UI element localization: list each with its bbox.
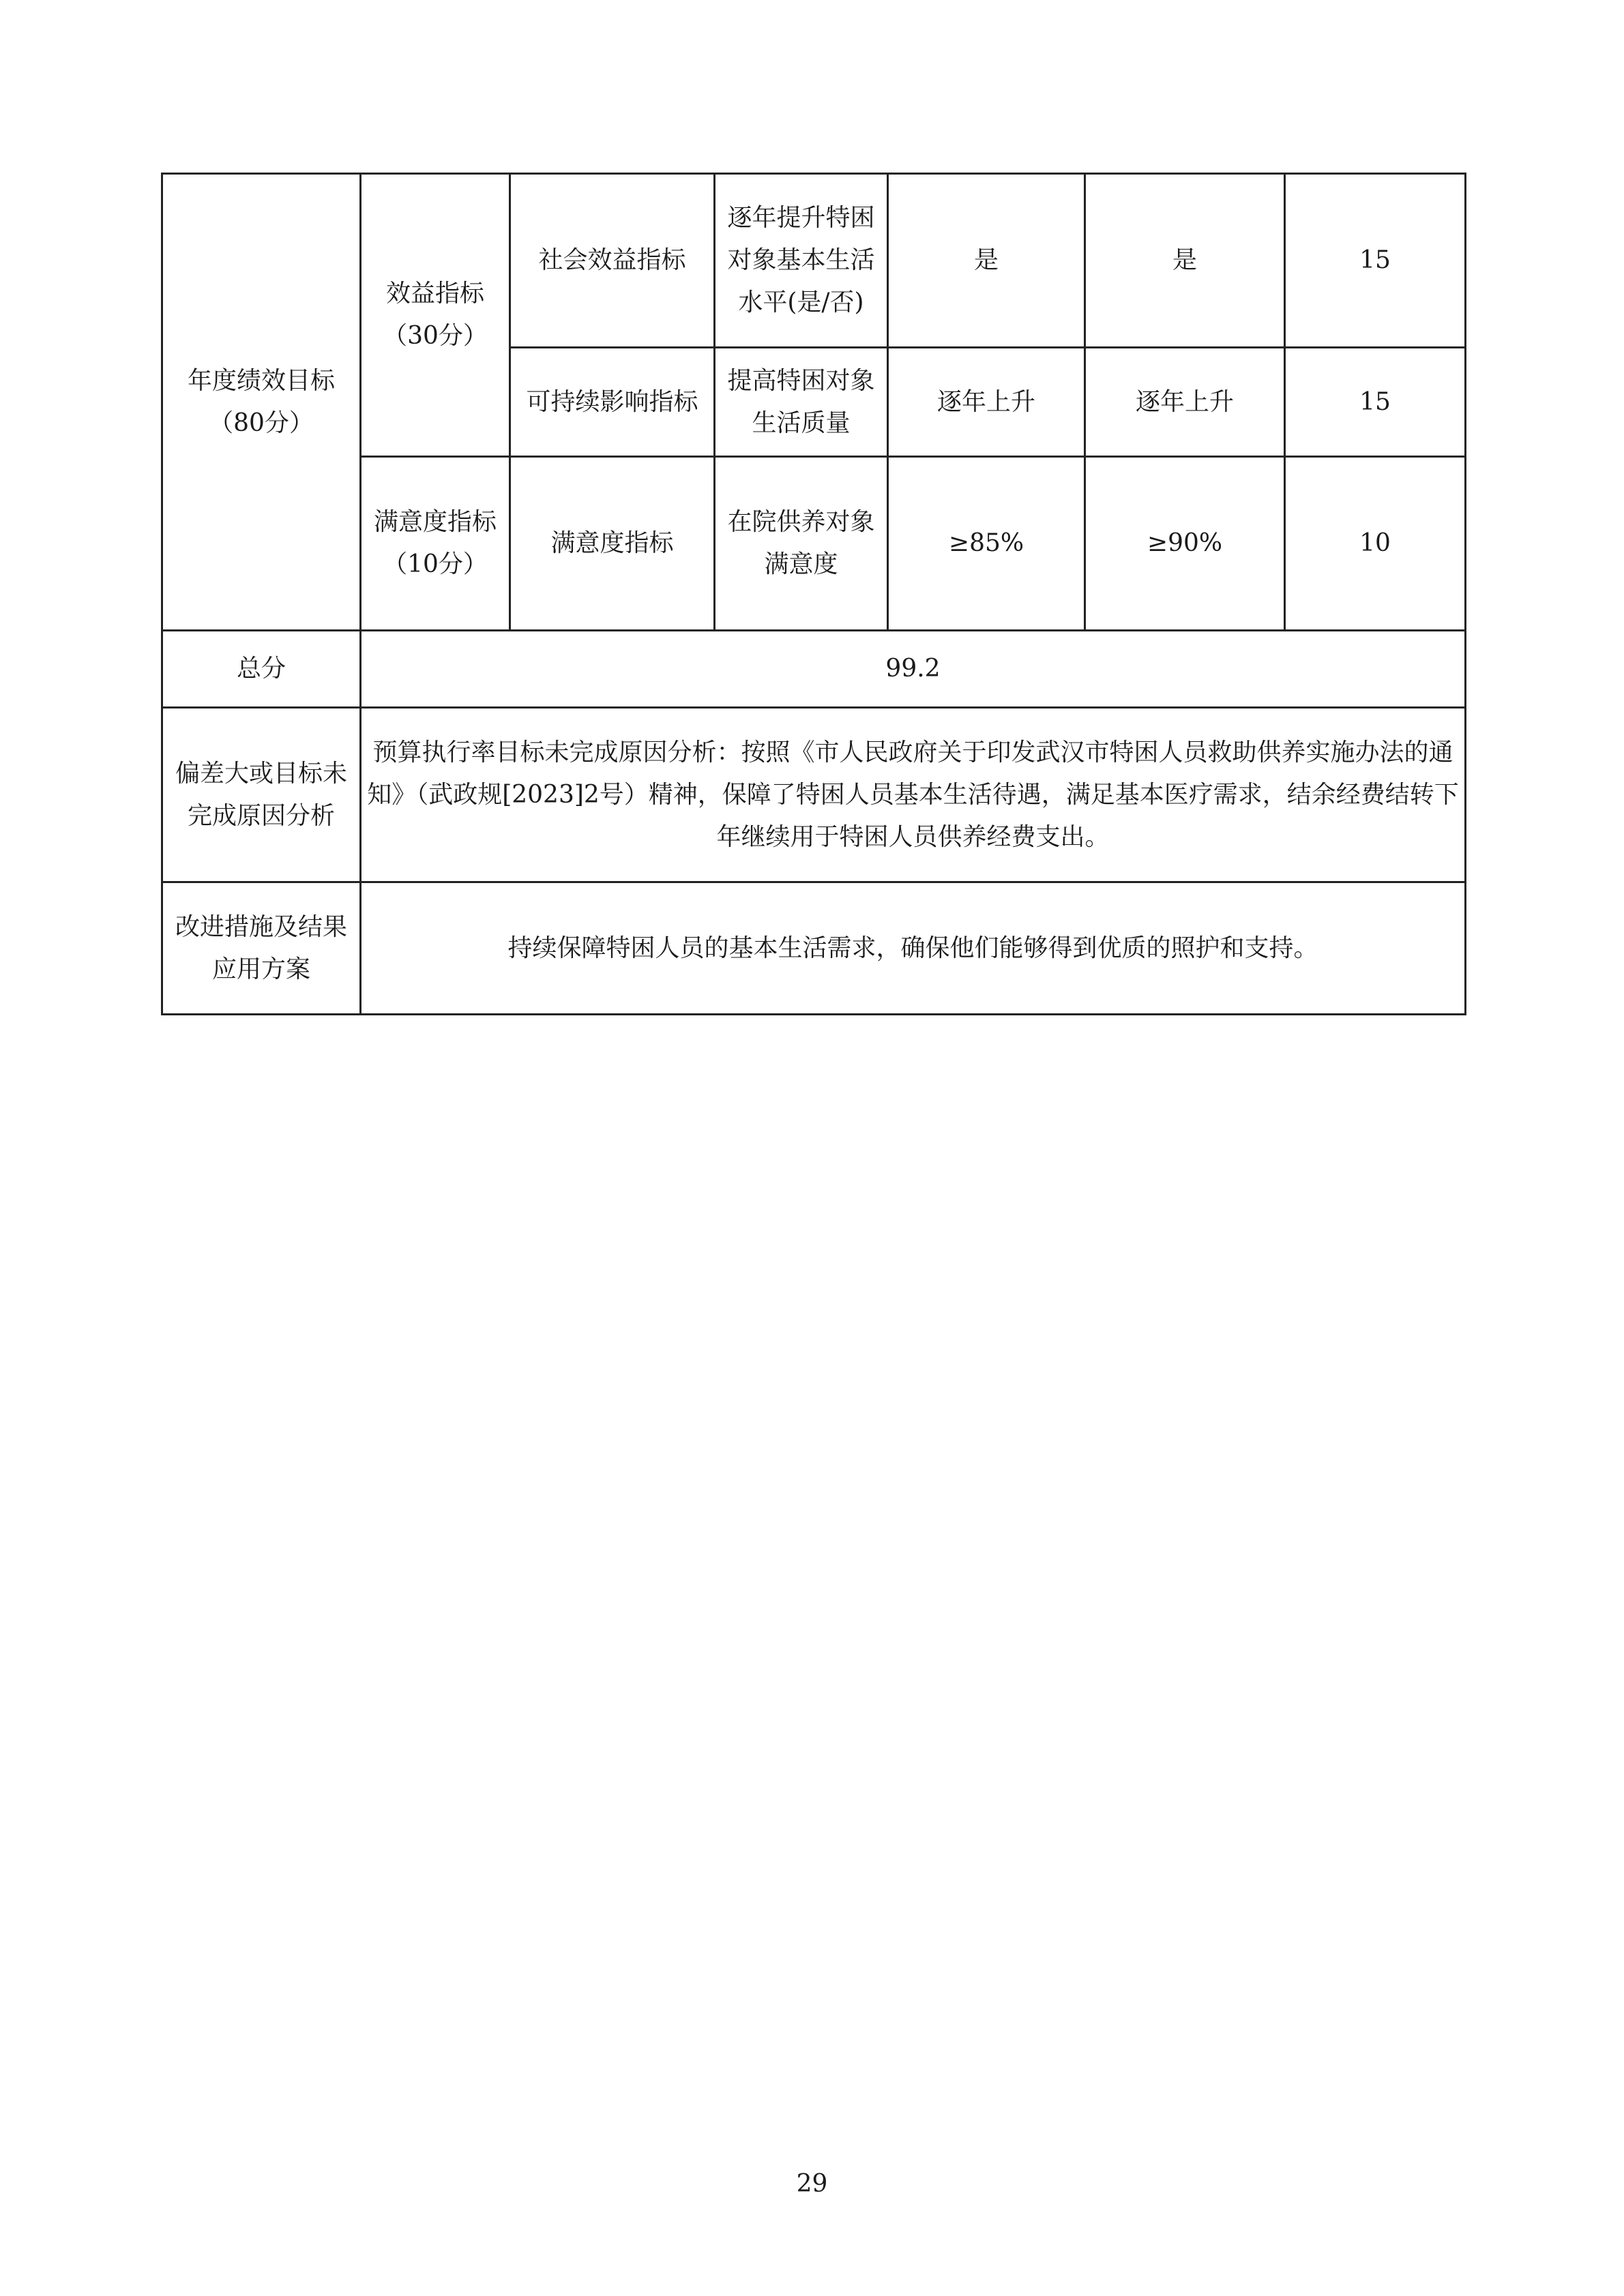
level3-indicator-cell: 社会效益指标: [510, 174, 715, 348]
score-cell: 10: [1285, 457, 1466, 631]
total-value: 99.2: [361, 631, 1466, 708]
benefit-indicator-cell: 效益指标（30分）: [361, 174, 510, 457]
target-value-cell: 是: [888, 174, 1085, 348]
score-cell: 15: [1285, 174, 1466, 348]
deviation-label: 偏差大或目标未完成原因分析: [162, 708, 361, 882]
actual-value-cell: 逐年上升: [1085, 348, 1285, 457]
satisfaction-indicator-cell: 满意度指标（10分）: [361, 457, 510, 631]
level3-indicator-cell: 可持续影响指标: [510, 348, 715, 457]
deviation-row: [162, 708, 1466, 882]
actual-value-cell: ≥90%: [1085, 457, 1285, 631]
total-row: [162, 631, 1466, 708]
target-value-cell: ≥85%: [888, 457, 1085, 631]
total-label: 总分: [162, 631, 361, 708]
deviation-text: 预算执行率目标未完成原因分析：按照《市人民政府关于印发武汉市特困人员救助供养实施办法的通知》（武政规[2023]2号）精神，保障了特困人员基本生活待遇，满足基本医疗需求，结余经费结转下年继续用于特困人员供养经费支出。: [361, 708, 1466, 882]
indicator-content-cell: 在院供养对象满意度: [715, 457, 888, 631]
improvement-row: [162, 882, 1466, 1015]
level3-indicator-cell: 满意度指标: [510, 457, 715, 631]
actual-value-cell: 是: [1085, 174, 1285, 348]
performance-table: [161, 173, 1466, 1015]
indicator-content-cell: 提高特困对象生活质量: [715, 348, 888, 457]
improvement-label: 改进措施及结果应用方案: [162, 882, 361, 1015]
score-cell: 15: [1285, 348, 1466, 457]
indicator-content-cell: 逐年提升特困对象基本生活水平(是/否): [715, 174, 888, 348]
page-number: 29: [796, 2170, 828, 2198]
target-value-cell: 逐年上升: [888, 348, 1085, 457]
table-row: [162, 174, 1466, 348]
annual-goal-cell: 年度绩效目标（80分）: [162, 174, 361, 631]
improvement-text: 持续保障特困人员的基本生活需求，确保他们能够得到优质的照护和支持。: [361, 882, 1466, 1015]
